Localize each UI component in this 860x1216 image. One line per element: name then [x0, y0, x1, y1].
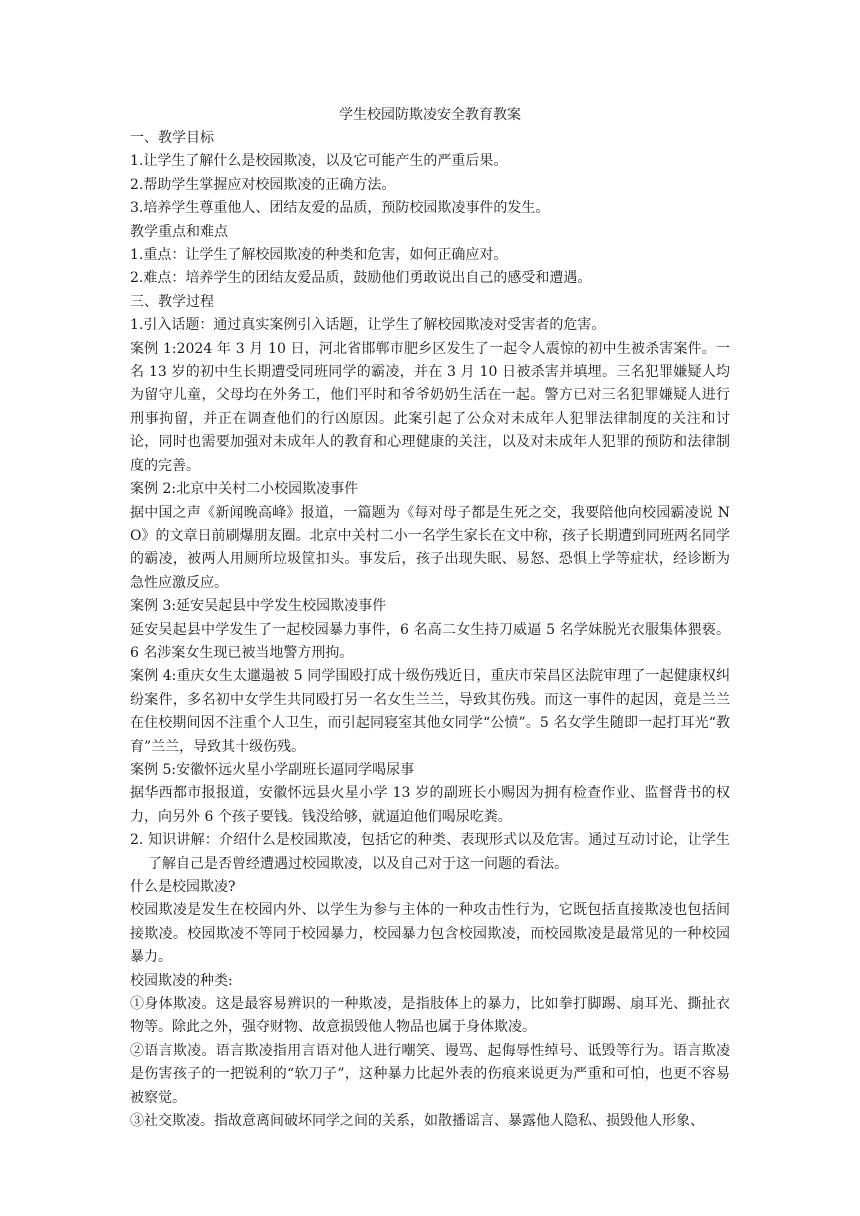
case-3-paragraph: 延安吴起县中学发生了一起校园暴力事件，6 名高二女生持刀威逼 5 名学妹脱光衣服集体猥亵。6 名涉案女生现已被当地警方刑拘。 — [130, 621, 730, 661]
section-heading-teaching-goals: 一、教学目标 — [130, 130, 214, 146]
social-bullying-paragraph: ③社交欺凌。指故意离间破坏同学之间的关系，如散播谣言、暴露他人隐私、损毁他人形象、 — [130, 1113, 704, 1130]
difficulty-item: 2.难点：培养学生的团结友爱品质，鼓励他们勇敢说出自己的感受和遭遇。 — [130, 270, 592, 287]
goal-item-1: 1.让学生了解什么是校园欺凌，以及它可能产生的严重后果。 — [130, 153, 508, 170]
case-4-paragraph: 案例 4:重庆女生太邋遢被 5 同学围殴打成十级伤残近日，重庆市荣昌区法院审理了一起健康权纠纷案件，多名初中女学生共同殴打另一名女生兰兰，导致其伤残。而这一事件的起因，竟是兰兰在住校期间因不注重个人卫生，而引起同寝室其他女同学“公愤”。5 名女学生随即一起打耳光“教育”兰兰，导致其十级伤残。 — [130, 668, 730, 755]
knowledge-explanation-item: 2. 知识讲解：介绍什么是校园欺凌，包括它的种类、表现形式以及危害。通过互动讨论，让学生了解自己是否曾经遭遇过校园欺凌，以及自己对于这一问题的看法。 — [130, 832, 730, 872]
case-5-paragraph: 据华西都市报报道，安徽怀远县火星小学 13 岁的副班长小赐因为拥有检查作业、监督背书的权力，向另外 6 个孩子要钱。钱没给够，就逼迫他们喝尿吃粪。 — [130, 785, 730, 825]
goal-item-3: 3.培养学生尊重他人、团结友爱的品质，预防校园欺凌事件的发生。 — [130, 200, 550, 217]
document-title: 学生校园防欺凌安全教育教案 — [339, 107, 521, 123]
case-2-heading: 案例 2:北京中关村二小校园欺凌事件 — [130, 481, 359, 498]
bullying-types-heading: 校园欺凌的种类: — [130, 972, 233, 989]
what-is-bullying-heading: 什么是校园欺凌? — [130, 879, 236, 895]
section-heading-key-points: 教学重点和难点 — [130, 223, 228, 240]
key-point-item: 1.重点：让学生了解校园欺凌的种类和危害，如何正确应对。 — [130, 247, 508, 264]
case-1-paragraph: 案例 1:2024 年 3 月 10 日，河北省邯郸市肥乡区发生了一起令人震惊的初中生被杀害案件。一名 13 岁的初中生长期遭受同班同学的霸凌，并在 3 月 10 日被杀害并填埋。三名犯罪嫌疑人均为留守儿童，父母均在外务工，他们平时和爷爷奶奶生活在一起。警方已对三名犯罪嫌疑人进行刑事拘留，并正在调查他们的行凶原因。此案引起了公众对未成年人犯罪法律制度的关注和讨论，同时也需要加强对未成年人的教育和心理健康的关注，以及对未成年人犯罪的预防和法律制度的完善。 — [130, 340, 730, 474]
section-heading-process: 三、教学过程 — [130, 293, 214, 310]
case-3-heading: 案例 3:延安吴起县中学发生校园欺凌事件 — [130, 598, 387, 615]
case-2-paragraph: 据中国之声《新闻晚高峰》报道，一篇题为《每对母子都是生死之交，我要陪他向校园霸凌说 NO》的文章日前刷爆朋友圈。北京中关村二小一名学生家长在文中称，孩子长期遭到同班两名同学的霸凌，被两人用厕所垃圾筐扣头。事发后，孩子出现失眠、易怒、恐惧上学等症状，经诊断为急性应激反应。 — [130, 504, 730, 591]
physical-bullying-paragraph: ①身体欺凌。这是最容易辨识的一种欺凌，是指肢体上的暴力，比如拳打脚踢、扇耳光、撕扯衣物等。除此之外，强夺财物、故意损毁他人物品也属于身体欺凌。 — [130, 996, 730, 1036]
process-intro: 1.引入话题：通过真实案例引入话题，让学生了解校园欺凌对受害者的危害。 — [130, 317, 606, 334]
document-page — [130, 103, 730, 1133]
goal-item-2: 2.帮助学生掌握应对校园欺凌的正确方法。 — [130, 176, 396, 193]
bullying-definition-paragraph: 校园欺凌是发生在校园内外、以学生为参与主体的一种攻击性行为，它既包括直接欺凌也包括间接欺凌。校园欺凌不等同于校园暴力，校园暴力包含校园欺凌，而校园欺凌是最常见的一种校园暴力。 — [130, 902, 730, 966]
verbal-bullying-paragraph: ②语言欺凌。语言欺凌指用言语对他人进行嘲笑、谩骂、起侮辱性绰号、诋毁等行为。语言欺凌是伤害孩子的一把锐利的“软刀子”，这种暴力比起外表的伤痕来说更为严重和可怕，也更不容易被察觉。 — [130, 1042, 730, 1106]
case-5-heading: 案例 5:安徽怀远火星小学副班长逼同学喝尿事 — [130, 761, 415, 778]
